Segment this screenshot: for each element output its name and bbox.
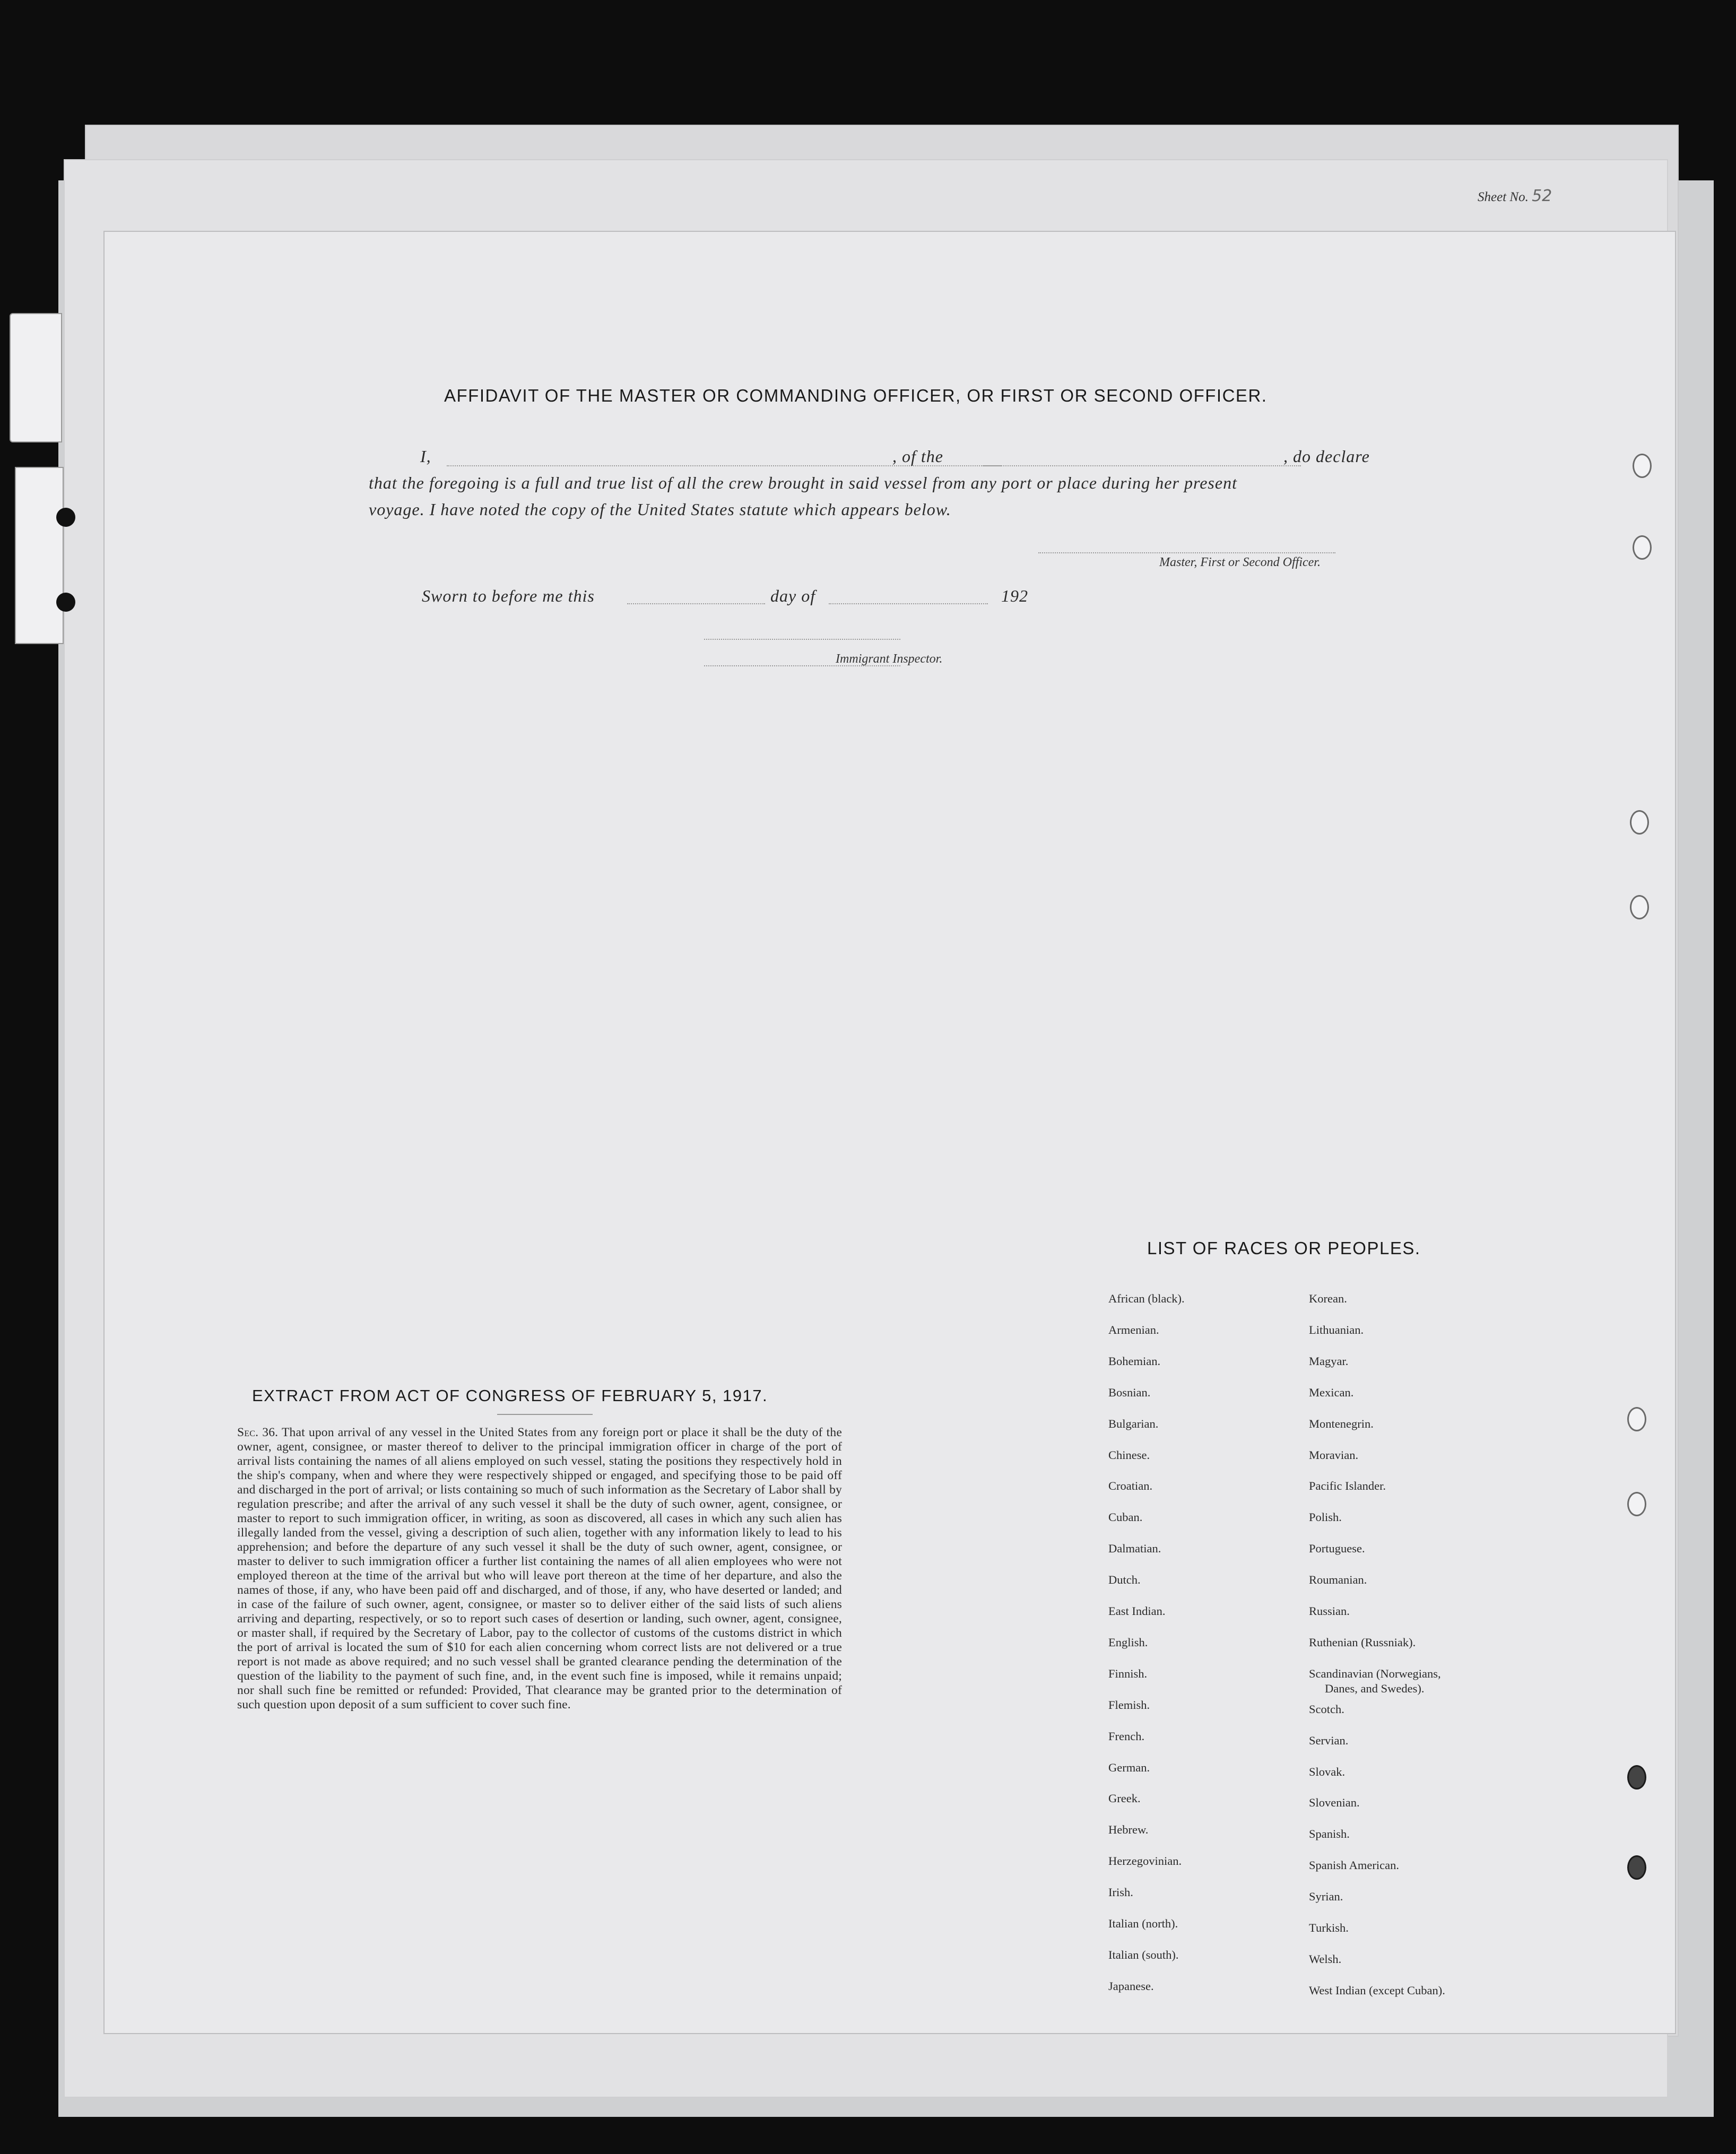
statute-line: Secretary of Labor shall by regulation prescribe; and after the arrival of any such vessel it (237, 1483, 842, 1511)
race-item: Moravian. (1309, 1448, 1359, 1462)
binder-ring-hole (1627, 1407, 1646, 1431)
binding-tab (10, 313, 62, 442)
punch-hole (56, 593, 75, 612)
race-item: English. (1108, 1636, 1148, 1649)
statute-line: and discharged in the port of arrival; or lists containing so much of such information as the (237, 1483, 700, 1497)
race-item: Dutch. (1108, 1573, 1141, 1586)
affidavit-title: AFFIDAVIT OF THE MASTER OR COMMANDING OFFICER, OR FIRST OR SECOND OFFICER. (444, 386, 1268, 405)
statute-line: lead to his apprehension; and before the departure of any such vessel it shall be the duty of (237, 1526, 843, 1554)
punch-hole (56, 508, 75, 527)
race-item: Lithuanian. (1309, 1323, 1364, 1336)
race-item: Polish. (1309, 1510, 1342, 1524)
race-item: African (black). (1108, 1292, 1185, 1305)
race-item: French. (1108, 1730, 1145, 1743)
binder-ring-hole (1627, 1765, 1646, 1790)
race-item: Herzegovinian. (1108, 1854, 1182, 1868)
master-signature-label: Master, First or Second Officer. (1159, 555, 1321, 569)
race-item: Montenegrin. (1309, 1417, 1374, 1430)
statute-line: Secretary of Labor, pay to the collector of customs of the customs district in which the port (237, 1626, 842, 1654)
statute-line: containing the names of all alien employees who were not employed thereon at the time of the (237, 1554, 843, 1583)
binder-ring-hole (1630, 810, 1649, 835)
race-item: Dalmatian. (1108, 1542, 1161, 1555)
statute-line: upon deposit of a sum sufficient to cover such fine. (310, 1698, 571, 1712)
statute-line: cases of desertion or landing, such owner, agent, consignee, or master shall, if required by the (237, 1612, 842, 1640)
race-item: Japanese. (1108, 1979, 1154, 1993)
race-item: Cuban. (1108, 1510, 1143, 1524)
binder-ring-hole (1633, 535, 1652, 560)
sheet-number (1478, 187, 1552, 205)
sheet-number-label: Sheet No. (1478, 190, 1529, 204)
sworn-day-line (627, 603, 765, 604)
binder-ring-hole (1633, 454, 1652, 478)
statute-line: such owner, agent, consignee, or master to deliver to such immigration officer a further list (237, 1540, 842, 1568)
race-item: West Indian (except Cuban). (1309, 1984, 1445, 1997)
race-item: Slovak. (1309, 1765, 1346, 1778)
race-item: Ruthenian (Russniak). (1309, 1636, 1416, 1649)
race-item: Greek. (1108, 1792, 1141, 1805)
race-item: Scandinavian (Norwegians, (1309, 1667, 1441, 1680)
race-item: Spanish. (1309, 1827, 1350, 1840)
race-item: Spanish American. (1309, 1858, 1399, 1872)
declaration-line-1-end: , do declare (1283, 447, 1370, 466)
race-item: Bosnian. (1108, 1386, 1151, 1399)
statute-line: from the vessel, giving a description of such alien, together with any information likely to (320, 1526, 785, 1540)
declaration-line-1-start: I, (420, 447, 431, 466)
race-item: Syrian. (1309, 1890, 1343, 1903)
inspector-signature-line (704, 639, 900, 640)
race-item: Croatian. (1108, 1479, 1153, 1492)
statute-line: aliens employed on such vessel, stating the positions they respectively hold in the ship's company, (237, 1454, 843, 1482)
race-item: Portuguese. (1309, 1542, 1365, 1555)
race-item: Servian. (1309, 1734, 1349, 1747)
statute-line: or a true report is not made as above required; and no such vessel shall be granted clearance (237, 1640, 843, 1669)
race-item: Bulgarian. (1108, 1417, 1159, 1430)
race-item: Mexican. (1309, 1386, 1354, 1399)
statute-line: principal immigration officer in charge of the port of arrival lists containing the names of all (237, 1440, 842, 1468)
race-item: Finnish. (1108, 1667, 1148, 1680)
statute-line: in the event such fine is imposed, while it remains unpaid; nor shall such fine be remitted or (237, 1669, 842, 1697)
race-item: Italian (north). (1108, 1917, 1178, 1930)
binder-ring-hole (1627, 1855, 1646, 1880)
race-item: Hebrew. (1108, 1823, 1149, 1836)
statute-line: officer, in writing, as soon as discovered, all cases in which any such alien has illegally landed (237, 1512, 843, 1540)
master-signature-line (1038, 552, 1335, 553)
race-item: Italian (south). (1108, 1948, 1179, 1961)
statute-line: when and where they were respectively shipped or engaged, and specifying those to be paid off (342, 1469, 842, 1482)
race-item: Russian. (1309, 1604, 1350, 1618)
sworn-month-line (829, 603, 988, 604)
section-label: Sec. 36. (237, 1426, 279, 1439)
race-item: Armenian. (1108, 1323, 1159, 1336)
race-item: Korean. (1309, 1292, 1347, 1305)
race-item: German. (1108, 1761, 1150, 1774)
statute-line: of arrival is located the sum of $10 for each alien concerning whom correct lists are not delivered (281, 1640, 794, 1654)
affidavit-page (103, 231, 1676, 2034)
sworn-text: Sworn to before me this (422, 586, 595, 605)
statute-line: pending the determination of the question of the liability to the payment of such fine, and, (237, 1655, 843, 1683)
binder-ring-hole (1627, 1492, 1646, 1516)
statute-line: place it shall be the duty of the owner, agent, consignee, or master thereof to deliver to the (237, 1426, 842, 1454)
race-item: Slovenian. (1309, 1796, 1360, 1809)
statute-line: either of the said lists of such aliens arriving and departing, respectively, or so to report such (237, 1597, 843, 1626)
races-title: LIST OF RACES OR PEOPLES. (1147, 1238, 1421, 1258)
statute-line: those, if any, who have been paid off and discharged, and of those, if any, who have deserted (287, 1583, 765, 1597)
vessel-blank-line (983, 465, 1301, 466)
race-item: Scotch. (1309, 1703, 1344, 1716)
binding-tab (15, 467, 64, 644)
statute-line: That upon arrival of any vessel in the United States from any foreign port or (281, 1426, 678, 1439)
race-item: Turkish. (1309, 1921, 1349, 1934)
race-item: Chinese. (1108, 1448, 1150, 1462)
extract-title: EXTRACT FROM ACT OF CONGRESS OF FEBRUARY 5, 1917. (252, 1386, 768, 1405)
declaration-line-3: voyage. I have noted the copy of the United States statute which appears below. (369, 500, 951, 519)
race-item: Bohemian. (1108, 1354, 1161, 1368)
title-rule (497, 1414, 593, 1415)
declaration-line-2: that the foregoing is a full and true list of all the crew brought in said vessel from any port or place during her present (369, 473, 1237, 492)
declaration-line-1-mid: , of the (892, 447, 943, 466)
race-item: Pacific Islander. (1309, 1479, 1386, 1492)
race-item: Magyar. (1309, 1354, 1349, 1368)
statute-line: shall be the duty of such owner, agent, consignee, or master to report to such immigration (237, 1497, 842, 1525)
statute-line: refunded: Provided, That clearance may be granted prior to the determination of such question (237, 1683, 842, 1712)
sheet-number-value: 52 (1532, 187, 1552, 205)
inspector-label: Immigrant Inspector. (836, 652, 943, 666)
binder-ring-hole (1630, 895, 1649, 919)
race-item: Roumanian. (1309, 1573, 1367, 1586)
race-item: East Indian. (1108, 1604, 1166, 1618)
race-item: Danes, and Swedes). (1325, 1682, 1425, 1695)
year-prefix: 192 (1001, 586, 1028, 605)
race-item: Irish. (1108, 1886, 1133, 1899)
statute-line: or landed; and in case of the failure of such owner, agent, consignee, or master so to deliver (237, 1583, 843, 1611)
statute-line: arrival but who will leave port thereon at the time of her departure, and also the names of (237, 1569, 842, 1597)
race-item: Flemish. (1108, 1698, 1150, 1712)
race-item: Welsh. (1309, 1952, 1342, 1966)
day-of-text: day of (770, 586, 816, 605)
statute-text (237, 1426, 842, 1712)
